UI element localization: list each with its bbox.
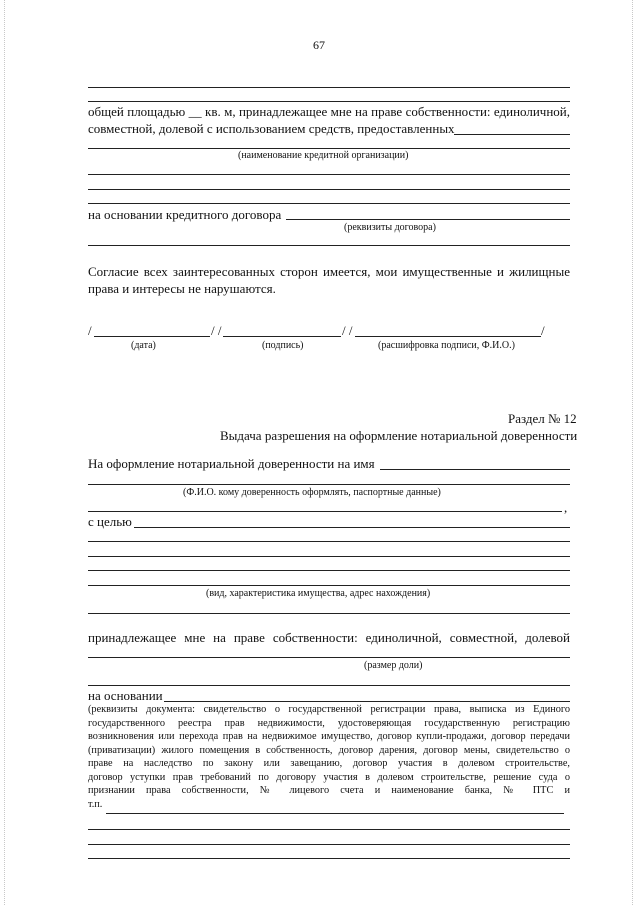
signature-caption: (подпись) (262, 340, 304, 351)
scan-edge-left (4, 0, 6, 905)
ownership-line: принадлежащее мне на праве собственности: единоличной, совместной, долевой (88, 630, 570, 645)
details-line: признании права собственности, № лицевого счета и наименование банка, № ПТС и (88, 785, 570, 796)
credit-org-field (454, 134, 570, 135)
slash: / / (211, 323, 222, 338)
signature-field (223, 336, 341, 337)
blank-line (88, 174, 570, 175)
details-field (106, 813, 564, 814)
purpose-field (134, 527, 570, 528)
poa-name-field (380, 469, 570, 470)
blank-line (88, 570, 570, 571)
details-line: (приватизации) жилого помещения в собственность, договор дарения, договор мены, свидетельство о (88, 744, 570, 756)
scan-edge-right (632, 0, 634, 905)
details-line: (реквизиты документа: свидетельство о государственной регистрации права, выписка из Единого (88, 704, 570, 715)
blank-line (88, 685, 570, 686)
credit-funds-line: совместной, долевой с использованием средств, предоставленных (88, 121, 455, 136)
contract-caption: (реквизиты договора) (344, 222, 436, 233)
fio-field (355, 336, 541, 337)
slash: / / (342, 323, 353, 338)
details-line: возникновения или перехода прав на недвижимое имущество, договор купли-продажи, договор передачи (88, 731, 570, 742)
blank-line (88, 189, 570, 190)
blank-line (88, 87, 570, 88)
details-line: государственного реестра прав недвижимости, удостоверяющая государственную регистрацию (88, 717, 570, 729)
blank-line (88, 556, 570, 557)
blank-line (88, 101, 570, 102)
slash: / (541, 323, 545, 338)
blank-line (88, 858, 570, 859)
blank-line (88, 203, 570, 204)
blank-line (88, 541, 570, 542)
page-number: 67 (313, 38, 325, 52)
consent-line-1: Согласие всех заинтересованных сторон имеется, мои имущественные и жилищные (88, 264, 570, 279)
details-line: договор уступки прав требований по договору участия в долевом строительстве, решение суда о (88, 771, 570, 783)
poa-name-line (88, 484, 570, 485)
blank-line (88, 613, 570, 614)
blank-line (88, 585, 570, 586)
share-line (88, 657, 570, 658)
poa-name-caption: (Ф.И.О. кому доверенность оформлять, паспортные данные) (183, 487, 441, 498)
credit-org-line (88, 148, 570, 149)
fio-caption: (расшифровка подписи, Ф.И.О.) (378, 340, 515, 351)
credit-org-caption: (наименование кредитной организации) (238, 150, 409, 161)
document-details-text (88, 703, 570, 811)
details-line: т.п. (88, 798, 103, 810)
credit-contract-basis-label: на основании кредитного договора (88, 207, 282, 222)
contract-details-field (286, 219, 570, 220)
purpose-label: с целью (88, 514, 132, 529)
ownership-basis-label: на основании (88, 688, 163, 703)
share-caption: (размер доли) (364, 660, 423, 671)
blank-line (88, 829, 570, 830)
area-ownership-line: общей площадью __ кв. м, принадлежащее мне на праве собственности: единоличной, (88, 104, 570, 119)
date-field (94, 336, 210, 337)
section-heading: Выдача разрешения на оформление нотариальной доверенности (220, 428, 578, 443)
slash: / (88, 323, 92, 338)
details-line: праве на наследство по закону или завещанию, договор участия в долевом строительстве, (88, 758, 570, 769)
consent-line-2: права и интересы не нарушаются. (88, 281, 276, 296)
blank-line (88, 844, 570, 845)
section-title: Раздел № 12 (508, 411, 577, 426)
blank-line (88, 511, 562, 512)
blank-line (88, 245, 570, 246)
date-caption: (дата) (131, 340, 156, 351)
comma: , (564, 500, 568, 515)
ownership-basis-field (164, 701, 570, 702)
property-caption: (вид, характеристика имущества, адрес нахождения) (206, 588, 431, 599)
poa-name-label: На оформление нотариальной доверенности на имя (88, 456, 375, 471)
